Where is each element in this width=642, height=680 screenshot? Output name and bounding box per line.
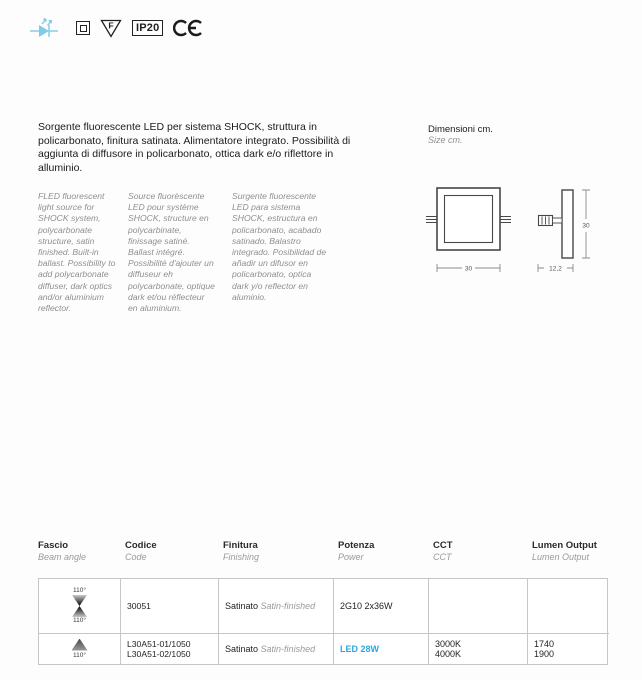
f-mark-icon: [100, 19, 122, 38]
dimensions-subtitle: Size cm.: [428, 135, 463, 145]
header-finitura: Finitura Finishing: [223, 540, 260, 562]
description-french: Source fluorèscente LED pour système SHOCK, structure en polycarbinate, finissage satiné. Ballast intégré. Possibilité d'ajouter un diffuseur eh polycarbonate, optique dark et/ou réflecteur en aluminium.: [128, 191, 215, 314]
table-row2-code-cell: L30A51-01/1050 L30A51-02/1050: [121, 634, 219, 664]
beam-bidirectional-icon: [72, 606, 87, 617]
ip-rating-badge: IP20: [132, 20, 163, 36]
technical-drawing: [425, 180, 625, 285]
beam-angle-bottom-label: 110°: [73, 651, 86, 659]
svg-text:F: F: [108, 20, 114, 30]
beam-angle-bottom-label: 110°: [73, 617, 86, 624]
side-height-label: 30: [582, 222, 590, 230]
beam-angle-top-label: 110°: [73, 587, 86, 594]
description-english: FLED fluorescent light source for SHOCK system, polycarbonate structure, satin finished. Built-in ballast. Possibility to add polycarbonate diffuser, dark optics and/or aluminium reflector.: [38, 191, 116, 314]
table-row2-power-cell: LED 28W: [334, 634, 429, 664]
spec-table: [38, 578, 608, 665]
class-ii-insulation-icon: [76, 21, 90, 35]
ce-mark-icon: [173, 19, 204, 37]
front-width-label: 30: [464, 265, 473, 273]
table-row2-finish-cell: Satinato Satin-finished: [219, 634, 334, 664]
table-row1-finish-cell: Satinato Satin-finished: [219, 579, 334, 634]
table-row1-cct-cell: [429, 579, 528, 634]
header-codice: Codice Code: [125, 540, 157, 562]
dimensions-title: Dimensioni cm.: [428, 124, 493, 135]
beam-bidirectional-icon: [72, 595, 87, 606]
description-spanish: Surgente fluorescente LED para sistema SHOCK, estructura en policarbonato, acabado satinado. Balastro integrado. Posibilidad de añadir un difusor en policarbonato, optica dark y/o reflector en aluminio.: [232, 191, 327, 302]
header-potenza: Potenza Power: [338, 540, 375, 562]
table-row2-cct-cell: 3000K 4000K: [429, 634, 528, 664]
led-symbol-icon: [30, 17, 66, 39]
table-row2-beam-cell: [39, 634, 121, 664]
header-fascio: Fascio Beam angle: [38, 540, 87, 562]
front-view-inner: [445, 196, 493, 243]
beam-direct-icon: [72, 639, 88, 651]
header-lumen-output: Lumen Output Lumen Output: [532, 540, 597, 562]
table-row1-power-cell: 2G10 2x36W: [334, 579, 429, 634]
table-row1-beam-cell: [39, 579, 121, 634]
table-row1-lumen-cell: [528, 579, 609, 634]
table-row2-lumen-cell: 1740 1900: [534, 638, 555, 659]
table-header: [38, 540, 608, 563]
description-italian: Sorgente fluorescente LED per sistema SHOCK, struttura in policarbonato, finitura satinata. Alimentatore integrato. Possibilità di aggiunta di diffusore in policarbonato, ottica dark e/o riflettore in alluminio.: [38, 121, 351, 174]
side-view-panel: [562, 190, 573, 258]
side-depth-label: 12,2: [549, 265, 562, 273]
certification-icon-row: [30, 16, 204, 40]
table-row1-code-cell: 30051: [121, 579, 219, 634]
dimensions-heading: [428, 124, 493, 145]
header-cct: CCT CCT: [433, 540, 453, 562]
